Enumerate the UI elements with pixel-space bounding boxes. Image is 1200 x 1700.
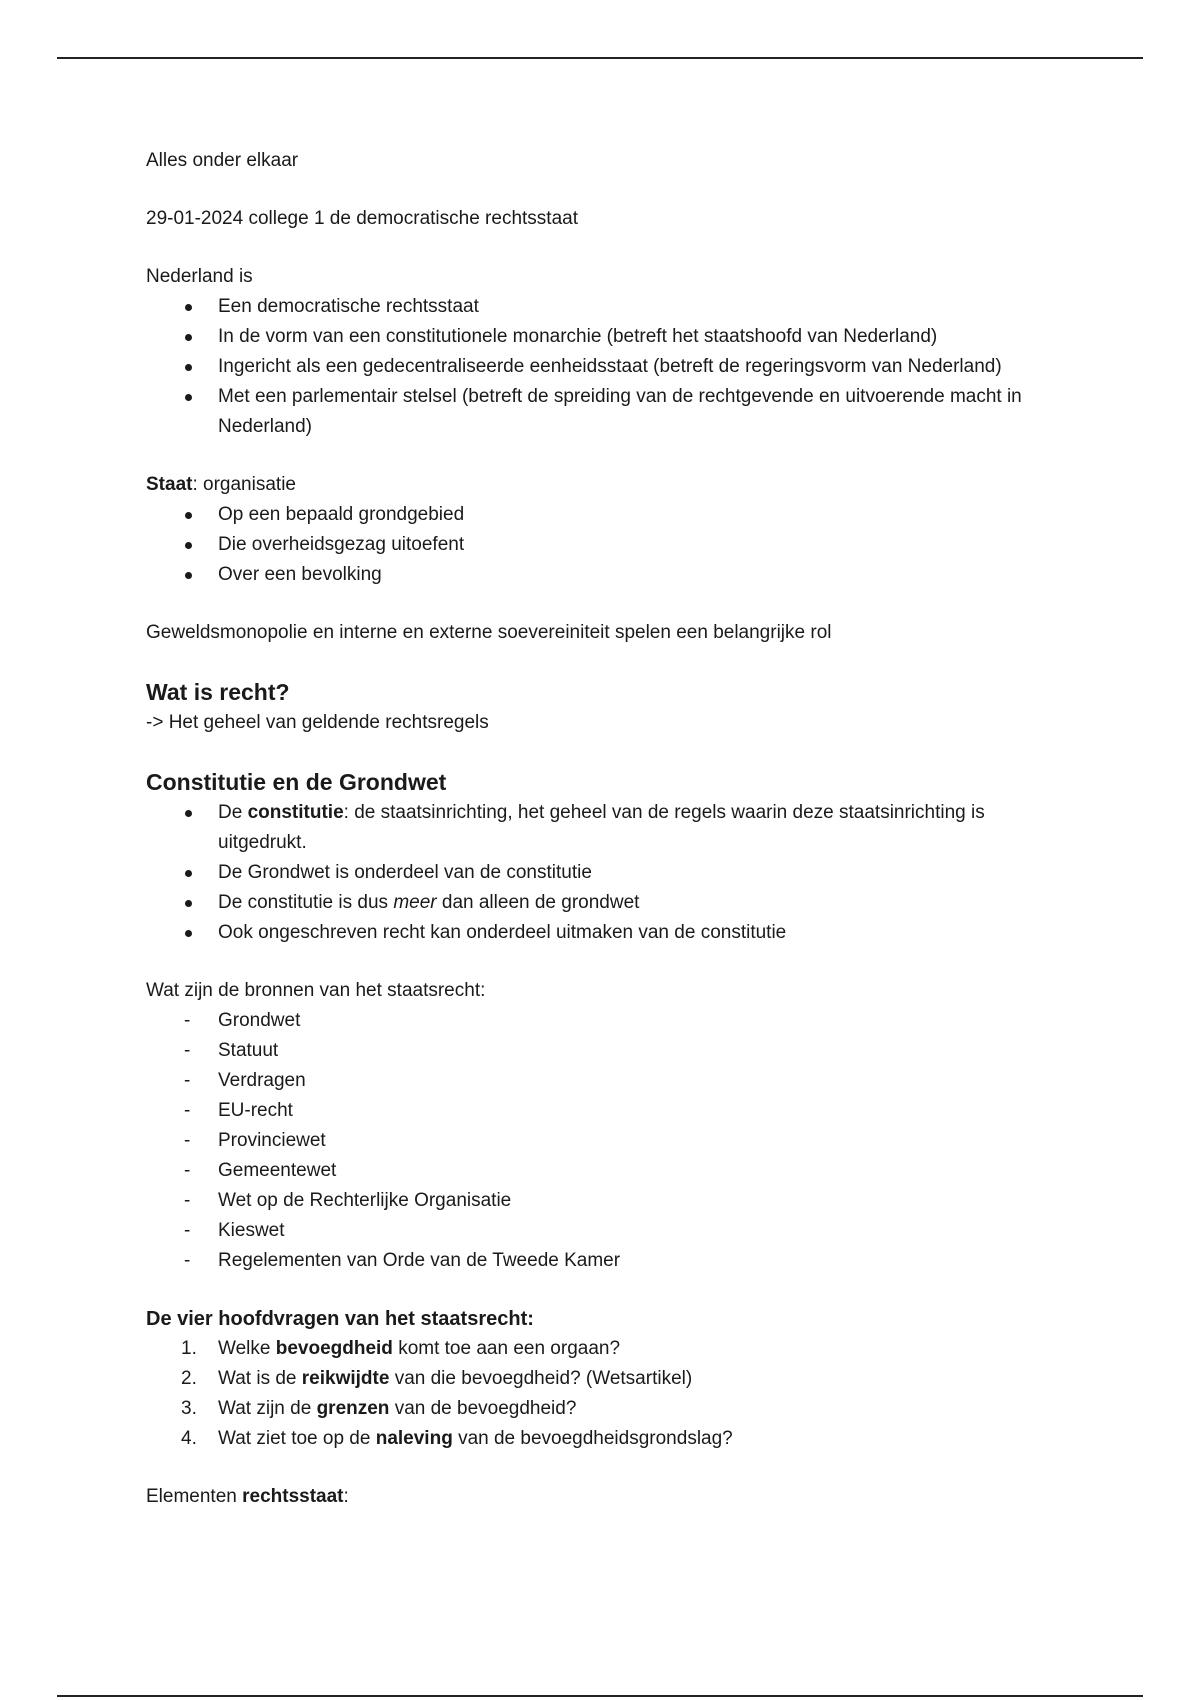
document-title-line: Alles onder elkaar [146, 150, 299, 171]
header-rule [57, 57, 1143, 59]
footer-rule [57, 1695, 1143, 1697]
item-bold: naleving [375, 1428, 453, 1449]
lecture-line: 29-01-2024 college 1 de democratische rechtsstaat [146, 208, 578, 229]
list-item: Een democratische rechtsstaat [146, 292, 1066, 322]
item-text: van de bevoegdheidsgrondslag? [452, 1428, 733, 1449]
item-text: Wat zijn de [218, 1398, 317, 1419]
item-text: dan alleen de grondwet [436, 892, 640, 913]
item-bold: rechtsstaat [242, 1486, 344, 1507]
bronnen-intro: Wat zijn de bronnen van het staatsrecht: [146, 980, 486, 1001]
item-text: Welke [218, 1338, 276, 1359]
item-text: : de staatsinrichting, het geheel van de regels waarin deze staatsinrichting is uitgedrukt. [218, 802, 985, 853]
list-item: Over een bevolking [146, 560, 1066, 590]
list-item: - Regelementen van Orde van de Tweede Kamer [146, 1246, 1066, 1276]
item-text: : [343, 1486, 349, 1507]
staat-definition [146, 470, 1066, 500]
heading-wat-is-recht: Wat is recht? [146, 679, 290, 705]
item-bold: grenzen [316, 1398, 390, 1419]
list-item: - Wet op de Rechterlijke Organisatie [146, 1186, 1066, 1216]
heading-hoofdvragen: De vier hoofdvragen van het staatsrecht: [146, 1308, 534, 1330]
list-item [146, 798, 1066, 858]
item-bold: constitutie [247, 802, 344, 823]
list-item: - Statuut [146, 1036, 1066, 1066]
list-item [146, 1364, 1066, 1394]
constitutie-list [146, 798, 1066, 948]
item-text: De [218, 802, 248, 823]
staat-definition-text: : organisatie [192, 474, 296, 495]
list-item: Op een bepaald grondgebied [146, 500, 1066, 530]
item-text: van die bevoegdheid? (Wetsartikel) [389, 1368, 693, 1389]
geweld-line: Geweldsmonopolie en interne en externe soevereiniteit spelen een belangrijke rol [146, 622, 832, 643]
recht-answer: -> Het geheel van geldende rechtsregels [146, 712, 489, 733]
list-item [146, 1334, 1066, 1364]
list-item: - Gemeentewet [146, 1156, 1066, 1186]
list-item: - Verdragen [146, 1066, 1066, 1096]
list-item: Ook ongeschreven recht kan onderdeel uitmaken van de constitutie [146, 918, 1066, 948]
bronnen-list [146, 1006, 1066, 1276]
item-text: Wat is de [218, 1368, 302, 1389]
item-bold: reikwijdte [301, 1368, 390, 1389]
item-text: Wat ziet toe op de [218, 1428, 376, 1449]
item-text: Elementen [146, 1486, 243, 1507]
list-item: - Kieswet [146, 1216, 1066, 1246]
hoofdvragen-list [146, 1334, 1066, 1454]
list-item: De Grondwet is onderdeel van de constitutie [146, 858, 1066, 888]
item-italic: meer [393, 892, 437, 913]
item-text: van de bevoegdheid? [389, 1398, 577, 1419]
list-item: In de vorm van een constitutionele monarchie (betreft het staatshoofd van Nederland) [146, 322, 1066, 352]
list-item: Ingericht als een gedecentraliseerde eenheidsstaat (betreft de regeringsvorm van Nederland) [146, 352, 1066, 382]
staat-list [146, 500, 1066, 590]
item-text: De constitutie is dus [218, 892, 394, 913]
staat-term: Staat [146, 474, 193, 495]
list-item [146, 1424, 1066, 1454]
list-item: Die overheidsgezag uitoefent [146, 530, 1066, 560]
list-item: - Provinciewet [146, 1126, 1066, 1156]
item-bold: bevoegdheid [275, 1338, 393, 1359]
document-body [146, 146, 1066, 1512]
nederland-intro: Nederland is [146, 266, 253, 287]
list-item: Met een parlementair stelsel (betreft de spreiding van de rechtgevende en uitvoerende macht in Nederland) [146, 382, 1066, 442]
list-item [146, 1394, 1066, 1424]
elementen-line [146, 1482, 1066, 1512]
list-item: - EU-recht [146, 1096, 1066, 1126]
list-item: - Grondwet [146, 1006, 1066, 1036]
nederland-list [146, 292, 1066, 442]
list-item [146, 888, 1066, 918]
heading-constitutie: Constitutie en de Grondwet [146, 769, 447, 795]
item-text: komt toe aan een orgaan? [392, 1338, 621, 1359]
